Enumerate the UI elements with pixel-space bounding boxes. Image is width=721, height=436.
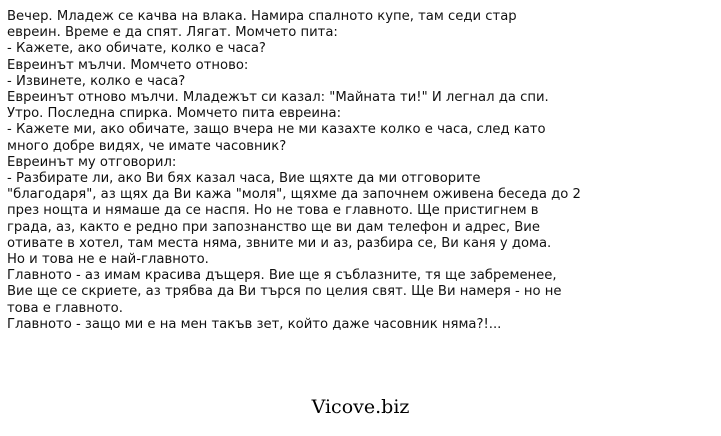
joke-line: Евреинът му отговорил: <box>7 154 177 170</box>
joke-line: през нощта и нямаше да се наспя. Но не това е главното. Ще пристигнем в <box>7 203 539 219</box>
joke-line: града, аз, както е редно при запознанство ще ви дам телефон и адрес, Вие <box>7 219 540 235</box>
joke-line: - Кажете ми, ако обичате, защо вчера не ми казахте колко е часа, след като <box>7 122 546 138</box>
joke-line: - Кажете, ако обичате, колко е часа? <box>7 41 266 57</box>
joke-line: това е главното. <box>7 300 123 316</box>
joke-line: Но и това не е най-главното. <box>7 252 209 268</box>
joke-line: Вие ще се скриете, аз трябва да Ви търся по целия свят. Ще Ви намеря - но не <box>7 284 562 300</box>
site-watermark: Vicove.biz <box>311 396 410 418</box>
joke-line: - Разбирате ли, ако Ви бях казал часа, Вие щяхте да ми отговорите <box>7 171 481 187</box>
joke-line: Евреинът отново мълчи. Младежът си казал: "Майната ти!" И легнал да спи. <box>7 90 549 106</box>
joke-line: отивате в хотел, там места няма, звните ми и аз, разбира се, Ви каня у дома. <box>7 235 552 251</box>
joke-line: "благодаря", аз щях да Ви кажа "моля", щяхме да започнем оживена беседа до 2 <box>7 187 581 203</box>
joke-line: Главното - защо ми е на мен такъв зет, който даже часовник няма?!... <box>7 316 502 332</box>
joke-text <box>7 9 715 333</box>
joke-line: Евреинът мълчи. Момчето отново: <box>7 57 249 73</box>
joke-line: Вечер. Младеж се качва на влака. Намира спалното купе, там седи стар <box>7 9 517 24</box>
joke-line: евреин. Време е да спят. Лягат. Момчето пита: <box>7 25 338 41</box>
joke-line: Главното - аз имам красива дъщеря. Вие ще я съблазните, тя ще забременее, <box>7 268 557 284</box>
joke-line: Утро. Последна спирка. Момчето пита евреина: <box>7 106 342 122</box>
joke-line: много добре видях, че имате часовник? <box>7 138 287 154</box>
joke-line: - Извинете, колко е часа? <box>7 73 186 89</box>
